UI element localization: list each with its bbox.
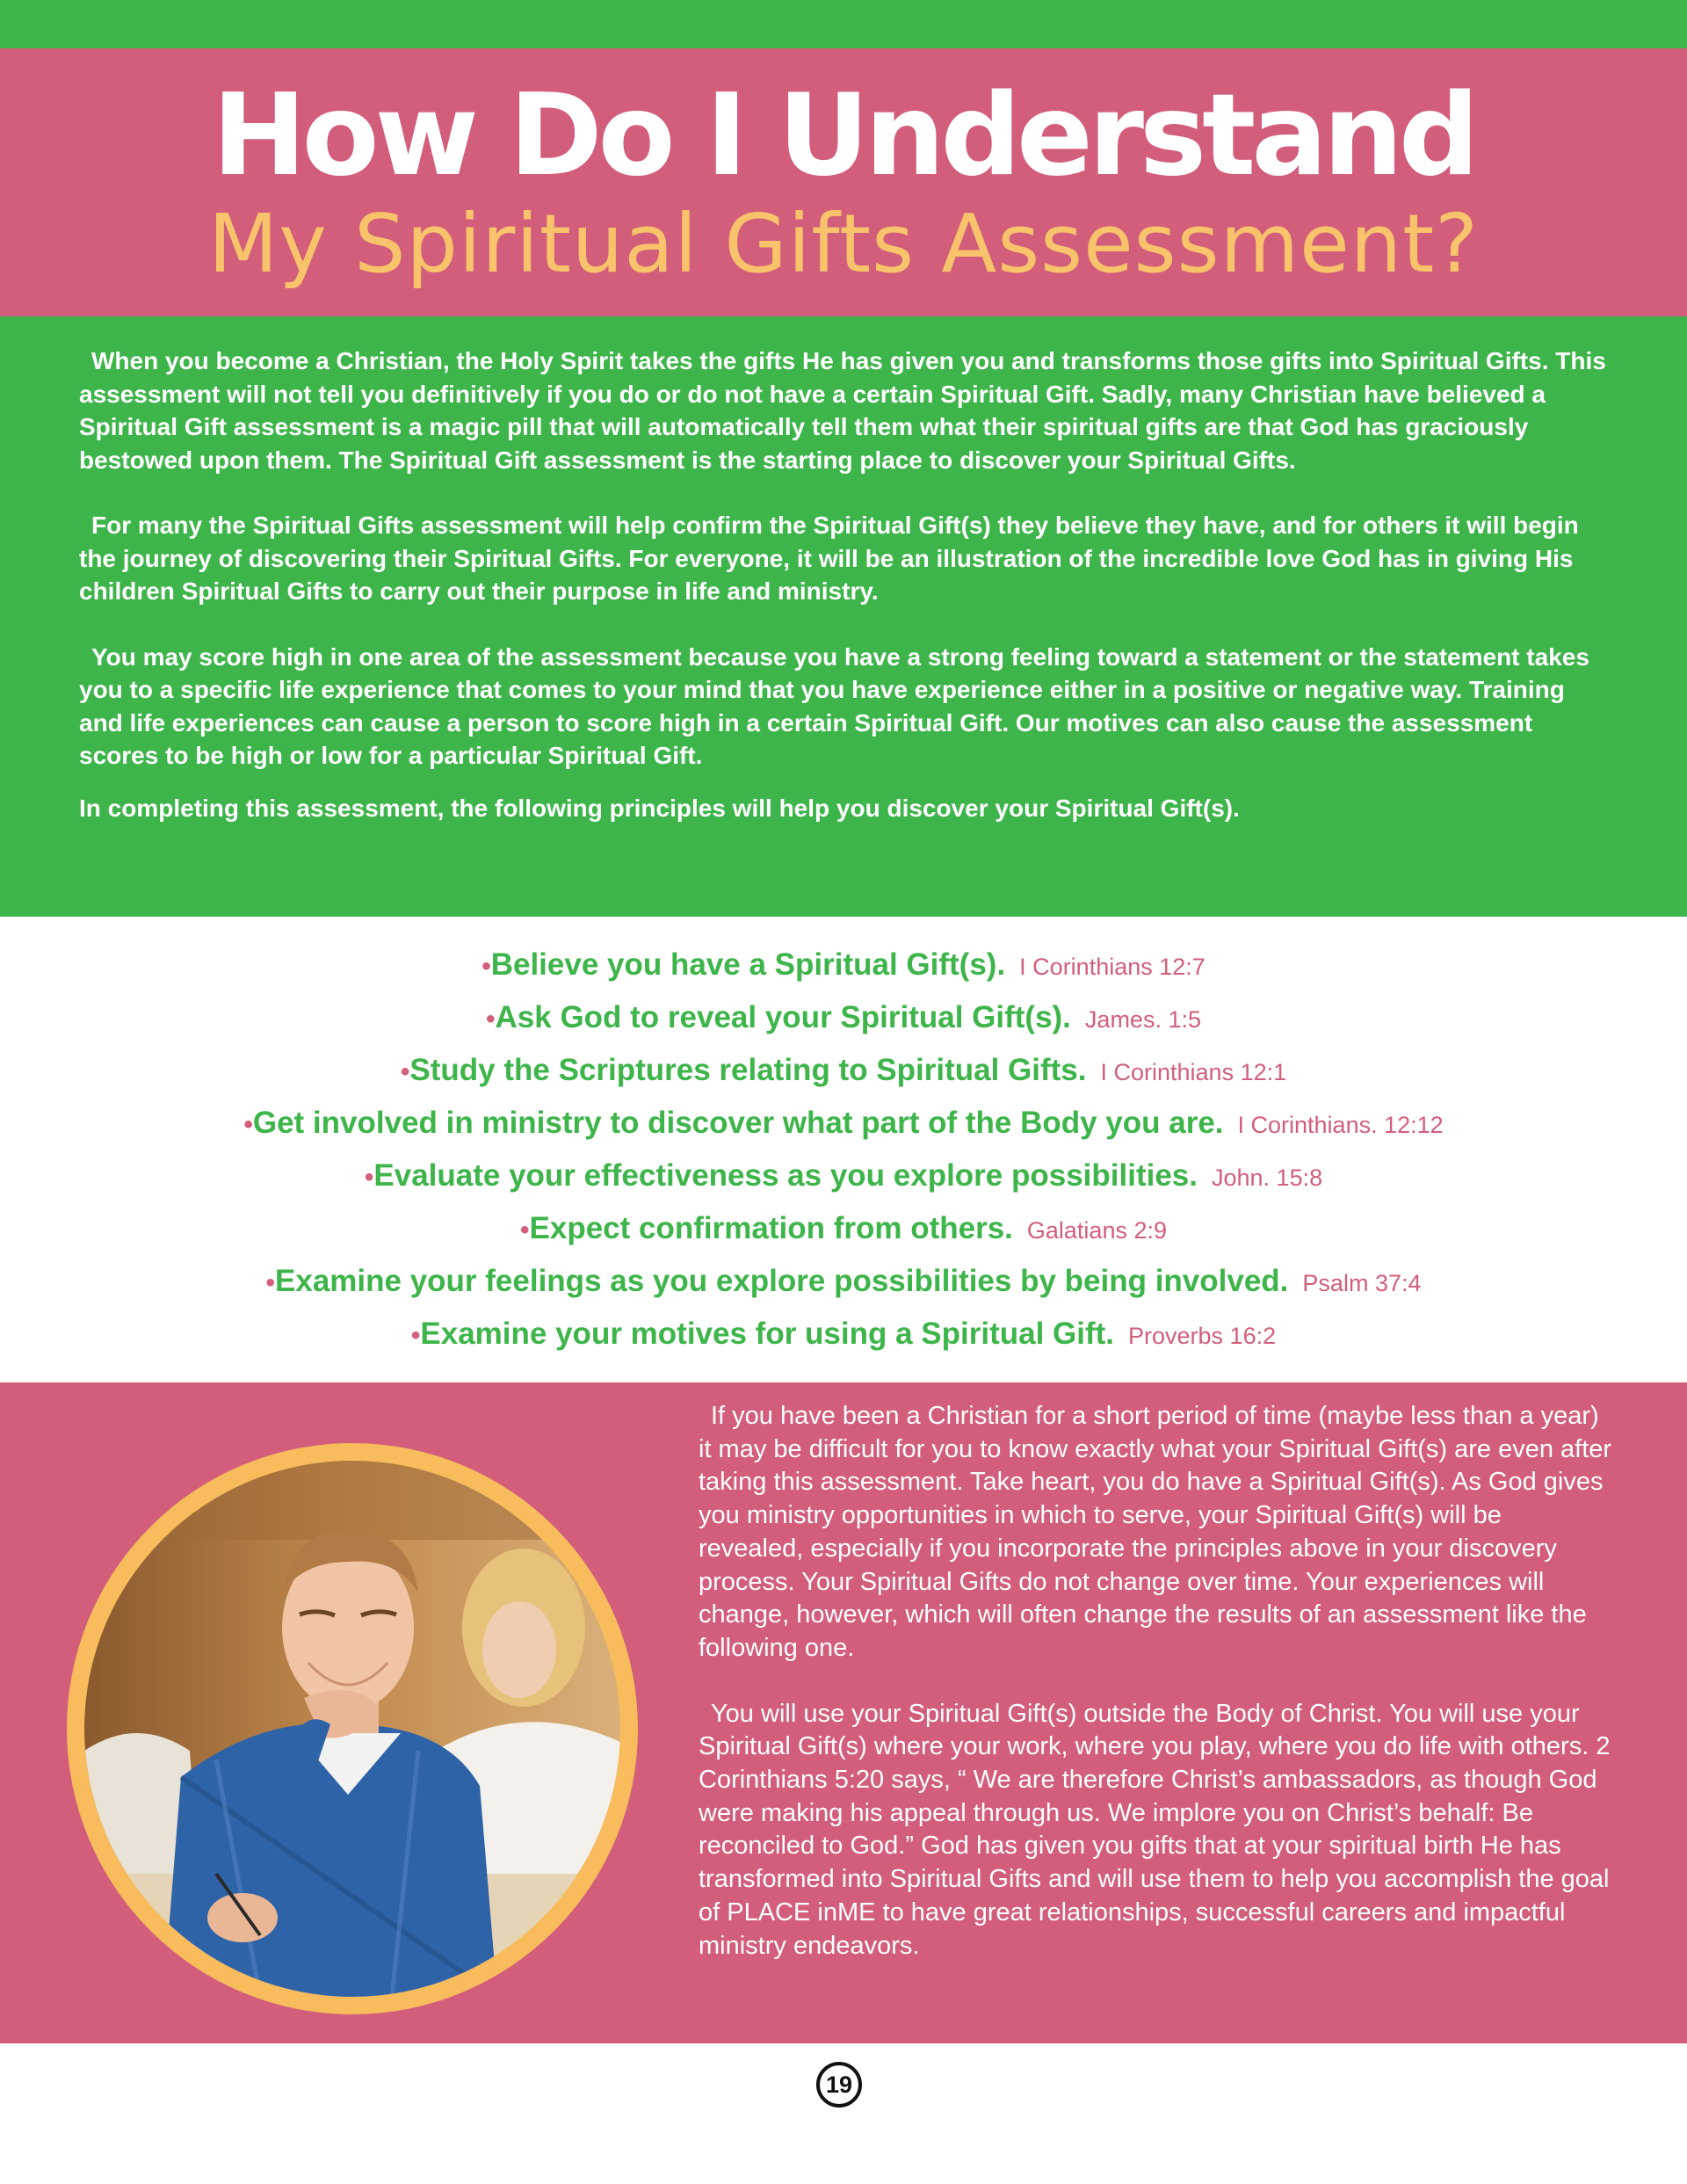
intro-text: [79, 345, 1608, 824]
principle-item: [0, 1255, 1687, 1308]
closing-paragraph-1: If you have been a Christian for a short period of time (maybe less than a year) it may be difficult for you to know exactly what your Spiritual Gift(s) are even after taking this assessment. Take heart, you do have a Spiritual Gift(s). As God gives you ministry opportunities in which to serve, your Spiritual Gift(s) will be revealed, especially if you incorporate the principles above in your discovery process. Your Spiritual Gifts do not change over time. Your experiences will change, however, which will often change the results of an assessment like the following one.: [699, 1402, 1612, 1662]
bullet-icon: •: [486, 1005, 496, 1034]
title-band: [0, 48, 1687, 316]
top-green-bar: [0, 0, 1687, 48]
principle-text: Evaluate your effectiveness as you explore possibilities.: [373, 1158, 1198, 1193]
scripture-reference: James. 1:5: [1084, 1006, 1201, 1033]
closing-paragraph-2: You will use your Spiritual Gift(s) outside the Body of Christ. You will use your Spiritual Gift(s) where your work, where you play, where you do life with others. 2 Corinthians 5:20 says, “ We are therefore Christ’s ambassadors, as though God were making his appeal through us. We implore you on Christ’s behalf: Be reconciled to God.” God has given you gifts that at your spiritual birth He has transformed into Spiritual Gifts and will use them to help you accomplish the goal of PLACE inME to have great relationships, successful careers and impactful ministry endeavors.: [699, 1699, 1611, 1960]
principle-item: [0, 1308, 1687, 1360]
principle-text: Examine your feelings as you explore possibilities by being involved.: [275, 1264, 1289, 1298]
bullet-icon: •: [481, 952, 491, 981]
student-photo: [84, 1461, 620, 1997]
bullet-icon: •: [243, 1110, 253, 1139]
bullet-icon: •: [520, 1215, 530, 1244]
principle-item: [0, 1202, 1687, 1255]
principle-item: [0, 1097, 1687, 1150]
page-number: 19: [816, 2062, 862, 2108]
scripture-reference: I Corinthians 12:7: [1019, 954, 1206, 980]
scripture-reference: Galatians 2:9: [1026, 1217, 1167, 1244]
principle-item: [0, 1044, 1687, 1097]
bullet-icon: •: [265, 1268, 276, 1297]
scripture-reference: I Corinthians 12:1: [1100, 1059, 1287, 1085]
intro-paragraph-4: In completing this assessment, the following principles will help you discover your Spiritual Gift(s).: [79, 794, 1240, 822]
bullet-icon: •: [410, 1321, 421, 1350]
principle-item: [0, 939, 1687, 991]
intro-paragraph-2: For many the Spiritual Gifts assessment will help confirm the Spiritual Gift(s) they believe they have, and for others it will begin the journey of discovering their Spiritual Gifts. For everyone, it will be an illustration of the incredible love God has in giving His children Spiritual Gifts to carry out their purpose in life and ministry.: [79, 512, 1579, 605]
bullet-icon: •: [400, 1057, 410, 1086]
scripture-reference: I Corinthians. 12:12: [1237, 1112, 1444, 1138]
page-title: How Do I Understand: [212, 70, 1475, 201]
principle-text: Expect confirmation from others.: [529, 1211, 1013, 1245]
page-subtitle: My Spiritual Gifts Assessment?: [208, 197, 1479, 291]
principle-item: [0, 1150, 1687, 1202]
principle-text: Study the Scriptures relating to Spiritual Gifts.: [409, 1053, 1087, 1087]
scripture-reference: John. 15:8: [1212, 1165, 1323, 1191]
scripture-reference: Proverbs 16:2: [1128, 1323, 1277, 1349]
intro-paragraph-3: You may score high in one area of the assessment because you have a strong feeling toward a statement or the statement takes you to a specific life experience that comes to your mind that you have experience either in a positive or negative way. Training and life experiences can cause a person to score high in a certain Spiritual Gift. Our motives can also cause the assessment scores to be high or low for a particular Spiritual Gift.: [79, 642, 1589, 769]
principle-text: Believe you have a Spiritual Gift(s).: [490, 947, 1006, 982]
scripture-reference: Psalm 37:4: [1302, 1270, 1422, 1296]
closing-text: [699, 1400, 1612, 1963]
principle-text: Examine your motives for using a Spiritual Gift.: [420, 1317, 1115, 1351]
principle-text: Get involved in ministry to discover what part of the Body you are.: [252, 1106, 1224, 1140]
bullet-icon: •: [364, 1163, 374, 1192]
principle-item: [0, 991, 1687, 1044]
intro-paragraph-1: When you become a Christian, the Holy Spirit takes the gifts He has given you and transforms those gifts into Spiritual Gifts. This assessment will not tell you definitively if you do or do not have a certain Spiritual Gift. Sadly, many Christian have believed a Spiritual Gift assessment is a magic pill that will automatically tell them what their spiritual gifts are that God has graciously bestowed upon them. The Spiritual Gift assessment is the starting place to discover your Spiritual Gifts.: [79, 347, 1606, 474]
principle-text: Ask God to reveal your Spiritual Gift(s).: [495, 1000, 1071, 1034]
principles-list: [0, 939, 1687, 1360]
